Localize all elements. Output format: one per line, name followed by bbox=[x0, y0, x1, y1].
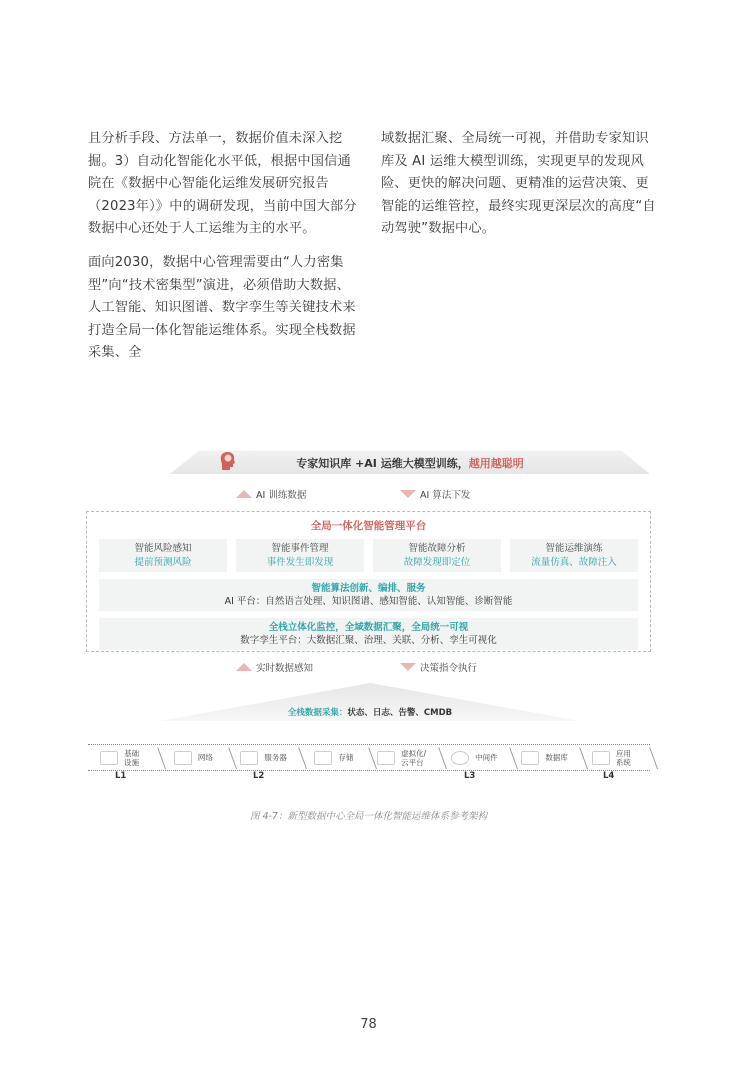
ai-training-data-arrow bbox=[236, 487, 306, 501]
layer-label: 中间件 bbox=[475, 753, 498, 762]
figure-caption: 图 4-7：新型数据中心全局一体化智能运维体系参考架构 bbox=[249, 811, 488, 822]
platform-title: 全局一体化智能管理平台 bbox=[310, 520, 427, 532]
page-number: 78 bbox=[360, 1017, 377, 1032]
arrow-label: AI 训练数据 bbox=[256, 490, 307, 501]
arrow-label: 实时数据感知 bbox=[256, 663, 314, 674]
ai-algorithm-deploy-arrow bbox=[400, 487, 470, 501]
layer-label: 虚拟化/云平台 bbox=[401, 748, 427, 767]
right-column bbox=[381, 128, 656, 252]
card-title: 智能风险感知 bbox=[134, 543, 192, 554]
layer-label: 服务器 bbox=[264, 753, 287, 762]
infrastructure-layers bbox=[88, 744, 650, 771]
layer-label: 应用系统 bbox=[615, 748, 631, 767]
level-label: L2 bbox=[253, 771, 265, 781]
cloud-icon bbox=[377, 751, 395, 765]
server-icon bbox=[240, 751, 258, 765]
arrow-label: AI 算法下发 bbox=[420, 490, 471, 501]
ai-platform-band bbox=[99, 579, 638, 611]
card-subtitle: 提前预测风险 bbox=[134, 557, 192, 568]
layer-label: 基础设施 bbox=[124, 748, 140, 767]
top-banner bbox=[170, 450, 650, 476]
level-label: L3 bbox=[464, 771, 476, 781]
layer-label: 数据库 bbox=[545, 753, 568, 762]
decision-execution-arrow bbox=[400, 660, 477, 674]
top-banner-text: 专家知识库 +AI 运维大模型训练， bbox=[296, 457, 469, 470]
layer-infrastructure bbox=[88, 745, 158, 770]
storage-icon bbox=[314, 751, 332, 765]
card-fault-analysis bbox=[373, 539, 501, 572]
top-banner-accent: 越用越聪明 bbox=[468, 457, 524, 470]
collection-label: 全栈数据采集： bbox=[287, 708, 348, 718]
card-title: 智能故障分析 bbox=[408, 543, 466, 554]
layer-middleware bbox=[439, 745, 509, 770]
layer-storage bbox=[299, 745, 369, 770]
layer-virtualization bbox=[369, 745, 439, 770]
database-icon bbox=[521, 751, 539, 765]
layer-label: 网络 bbox=[197, 753, 213, 762]
card-subtitle: 事件发生即发现 bbox=[266, 557, 334, 568]
card-subtitle: 故障发现即定位 bbox=[403, 557, 471, 568]
layer-network bbox=[158, 745, 228, 770]
management-platform bbox=[86, 511, 651, 652]
network-icon bbox=[174, 751, 192, 765]
card-title: 智能事件管理 bbox=[271, 543, 329, 554]
arrow-up-icon bbox=[236, 490, 252, 498]
band-text: AI 平台：自然语言处理、知识图谱、感知智能、认知智能、诊断智能 bbox=[224, 596, 513, 607]
data-collection bbox=[160, 706, 580, 718]
card-title: 智能运维演练 bbox=[545, 543, 603, 554]
card-risk-sensing bbox=[99, 539, 227, 572]
platform-cards bbox=[99, 539, 638, 572]
paragraph: 且分析手段、方法单一，数据价值未深入挖掘。3）自动化智能化水平低，根据中国信通院在《数据中心智能化运维发展研究报告（2023年）》中的调研发现，当前中国大部分数据中心还处于人工运维为主的水平。 bbox=[88, 131, 357, 237]
band-subtitle: 智能算法创新、编排、服务 bbox=[311, 583, 426, 594]
layer-server bbox=[229, 745, 299, 770]
level-label: L4 bbox=[603, 771, 615, 781]
layer-application bbox=[580, 745, 650, 770]
arrow-up-icon bbox=[236, 663, 252, 671]
realtime-sensing-arrow bbox=[236, 660, 313, 674]
arrow-down-icon bbox=[400, 490, 416, 498]
application-icon bbox=[592, 751, 610, 765]
arrow-label: 决策指令执行 bbox=[420, 663, 478, 674]
band-subtitle: 全栈立体化监控，全域数据汇聚，全局统一可视 bbox=[268, 622, 469, 633]
paragraph: 面向2030，数据中心管理需要由“人力密集型”向“技术密集型”演进，必须借助大数据、人工智能、知识图谱、数字孪生等关键技术来打造全局一体化智能运维体系。实现全栈数据采集、全 bbox=[88, 254, 356, 361]
card-subtitle: 流量仿真、故障注入 bbox=[531, 557, 617, 568]
card-ops-drill bbox=[510, 539, 638, 572]
paragraph: 域数据汇聚、全局统一可视，并借助专家知识库及 AI 运维大模型训练，实现更早的发现风险、更快的解决问题、更精准的运营决策、更智能的运维管控，最终实现更深层次的高度“自动驾驶”数据中心。 bbox=[381, 131, 656, 237]
layer-label: 存储 bbox=[338, 753, 354, 762]
top-banner-title bbox=[296, 455, 523, 471]
band-text: 数字孪生平台：大数据汇聚、治理、关联、分析、孪生可视化 bbox=[240, 635, 497, 646]
layer-database bbox=[510, 745, 580, 770]
collection-items: 状态、日志、告警、CMDB bbox=[347, 708, 453, 718]
level-label: L1 bbox=[115, 771, 127, 781]
building-icon bbox=[100, 751, 118, 765]
left-column bbox=[88, 128, 363, 376]
digital-twin-band bbox=[99, 618, 638, 650]
middleware-icon bbox=[451, 751, 469, 765]
card-event-management bbox=[236, 539, 364, 572]
arrow-down-icon bbox=[400, 663, 416, 671]
